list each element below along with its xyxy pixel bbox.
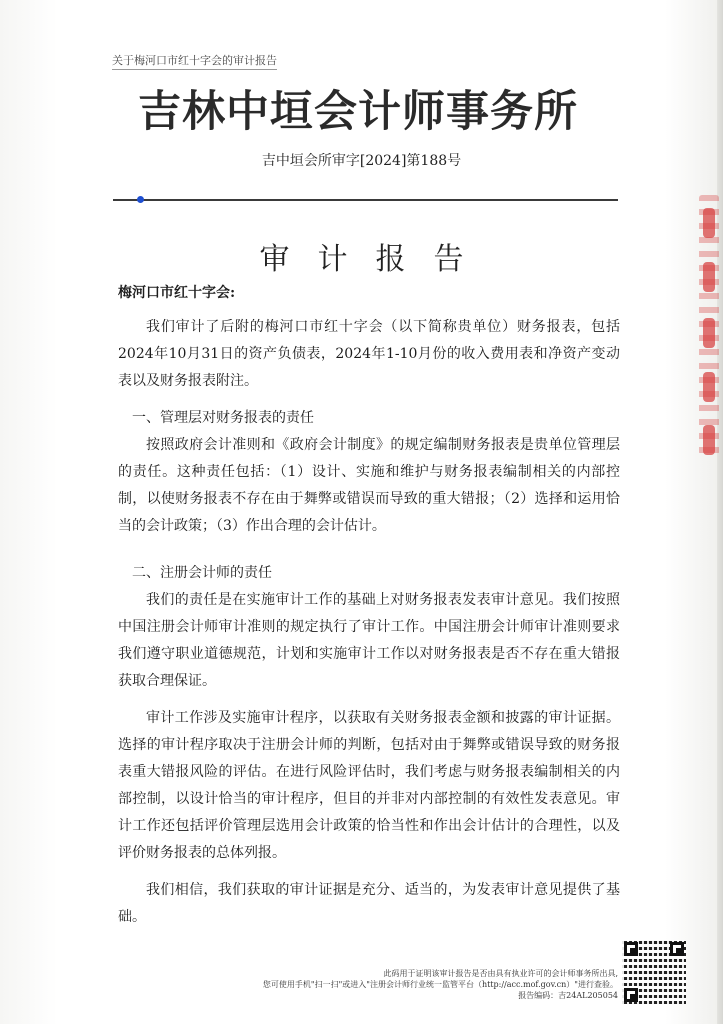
section1-paragraph: 按照政府会计准则和《政府会计制度》的规定编制财务报表是贵单位管理层的责任。这种责任包括：（1）设计、实施和维护与财务报表编制相关的内部控制，以使财务报表不存在由于舞弊或错误而导致的重大错报；（2）选择和运用恰当的会计政策；（3）作出合理的会计估计。	[118, 437, 620, 534]
header-divider	[113, 199, 618, 201]
report-title: 审计报告	[259, 242, 492, 277]
section2-paragraph-3: 我们相信，我们获取的审计证据是充分、适当的，为发表审计意见提供了基础。	[118, 882, 620, 925]
footer-line-2: 您可使用手机"扫一扫"或进入"注册会计师行业统一监管平台（http://acc.mof.gov.cn）"进行查验。	[262, 980, 618, 989]
section2-paragraph-2: 审计工作涉及实施审计程序，以获取有关财务报表金额和披露的审计证据。选择的审计程序取决于注册会计师的判断，包括对由于舞弊或错误导致的财务报表重大错报风险的评估。在进行风险评估时，我们考虑与财务报表编制相关的内部控制，以设计恰当的审计程序，但目的并非对内部控制的有效性发表意见。审计工作还包括评价管理层选用会计政策的恰当性和作出会计估计的合理性，以及评价财务报表的总体列报。	[118, 710, 620, 861]
seal-fragment	[703, 425, 715, 455]
section1-heading: 一、管理层对财务报表的责任	[132, 410, 314, 426]
section2-heading: 二、注册会计师的责任	[132, 565, 272, 581]
seal-fragment	[703, 318, 715, 348]
verification-footer	[178, 968, 618, 1001]
addressee: 梅河口市红十字会:	[118, 285, 236, 301]
firm-name: 吉林中垣会计师事务所	[138, 87, 578, 137]
footer-line-1: 此码用于证明该审计报告是否由具有执业许可的会计师事务所出具,	[383, 969, 618, 978]
intro-paragraph: 我们审计了后附的梅河口市红十字会（以下简称贵单位）财务报表，包括2024年10月31日的资产负债表，2024年1-10月份的收入费用表和净资产变动表以及财务报表附注。	[118, 319, 620, 389]
seal-fragment	[703, 372, 715, 402]
report-code: 报告编码：吉24AL205054	[518, 991, 618, 1000]
section2-paragraph-1: 我们的责任是在实施审计工作的基础上对财务报表发表审计意见。我们按照中国注册会计师审计准则的规定执行了审计工作。中国注册会计师审计准则要求我们遵守职业道德规范，计划和实施审计工作以对财务报表是否不存在重大错报获取合理保证。	[118, 592, 620, 689]
report-body	[118, 310, 620, 931]
divider-dot	[137, 196, 144, 203]
qr-code-icon[interactable]	[622, 940, 686, 1004]
running-title: 关于梅河口市红十字会的审计报告	[112, 52, 277, 70]
document-number: 吉中垣会所审字[2024]第188号	[261, 153, 462, 169]
